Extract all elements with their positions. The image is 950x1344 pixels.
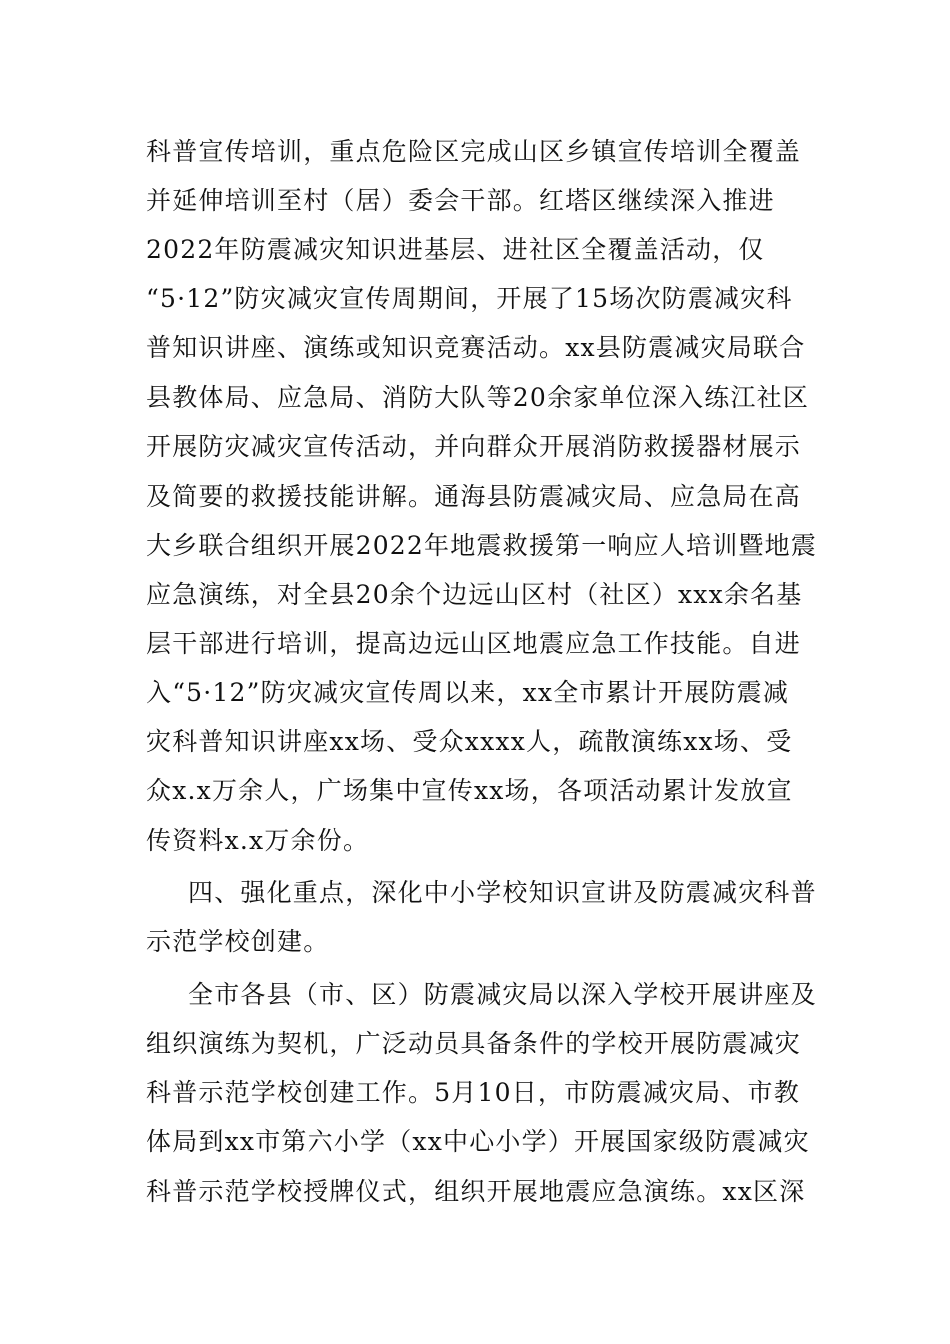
- paragraph-line: 县教体局、应急局、消防大队等20余家单位深入练江社区: [146, 383, 810, 412]
- paragraph-line: 2022年防震减灾知识进基层、进社区全覆盖活动，仅: [146, 235, 765, 264]
- paragraph-line: 传资料x.x万余份。: [146, 826, 370, 855]
- paragraph-line: “5·12”防灾减灾宣传周期间，开展了15场次防震减灾科: [146, 284, 793, 313]
- paragraph-line: 体局到xx市第六小学（xx中心小学）开展国家级防震减灾: [146, 1127, 810, 1156]
- paragraph-line: 大乡联合组织开展2022年地震救援第一响应人培训暨地震: [146, 531, 818, 560]
- section-heading-line: 示范学校创建。: [146, 927, 330, 956]
- paragraph-line: 普知识讲座、演练或知识竞赛活动。xx县防震减灾局联合: [146, 333, 806, 362]
- paragraph-line: 开展防灾减灾宣传活动，并向群众开展消防救援器材展示: [146, 432, 802, 461]
- paragraph-line: 入“5·12”防灾减灾宣传周以来，xx全市累计开展防震减: [146, 678, 790, 707]
- paragraph-line: 组织演练为契机，广泛动员具备条件的学校开展防震减灾: [146, 1029, 802, 1058]
- paragraph-line: 科普示范学校创建工作。5月10日，市防震减灾局、市教: [146, 1078, 800, 1107]
- paragraph-line: 及简要的救援技能讲解。通海县防震减灾局、应急局在高: [146, 482, 802, 511]
- paragraph-line: 层干部进行培训，提高边远山区地震应急工作技能。自进: [146, 629, 802, 658]
- section-heading-line: 四、强化重点，深化中小学校知识宣讲及防震减灾科普: [188, 878, 817, 907]
- paragraph-line: 全市各县（市、区）防震减灾局以深入学校开展讲座及: [188, 980, 817, 1009]
- paragraph-line: 灾科普知识讲座xx场、受众xxxx人，疏散演练xx场、受: [146, 727, 793, 756]
- paragraph-line: 应急演练，对全县20余个边远山区村（社区）xxx余名基: [146, 580, 803, 609]
- paragraph-line: 科普宣传培训，重点危险区完成山区乡镇宣传培训全覆盖: [146, 137, 802, 166]
- paragraph-line: 众x.x万余人，广场集中宣传xx场，各项活动累计发放宣: [146, 776, 793, 805]
- paragraph-line: 科普示范学校授牌仪式，组织开展地震应急演练。xx区深: [146, 1177, 806, 1206]
- paragraph-line: 并延伸培训至村（居）委会干部。红塔区继续深入推进: [146, 186, 775, 215]
